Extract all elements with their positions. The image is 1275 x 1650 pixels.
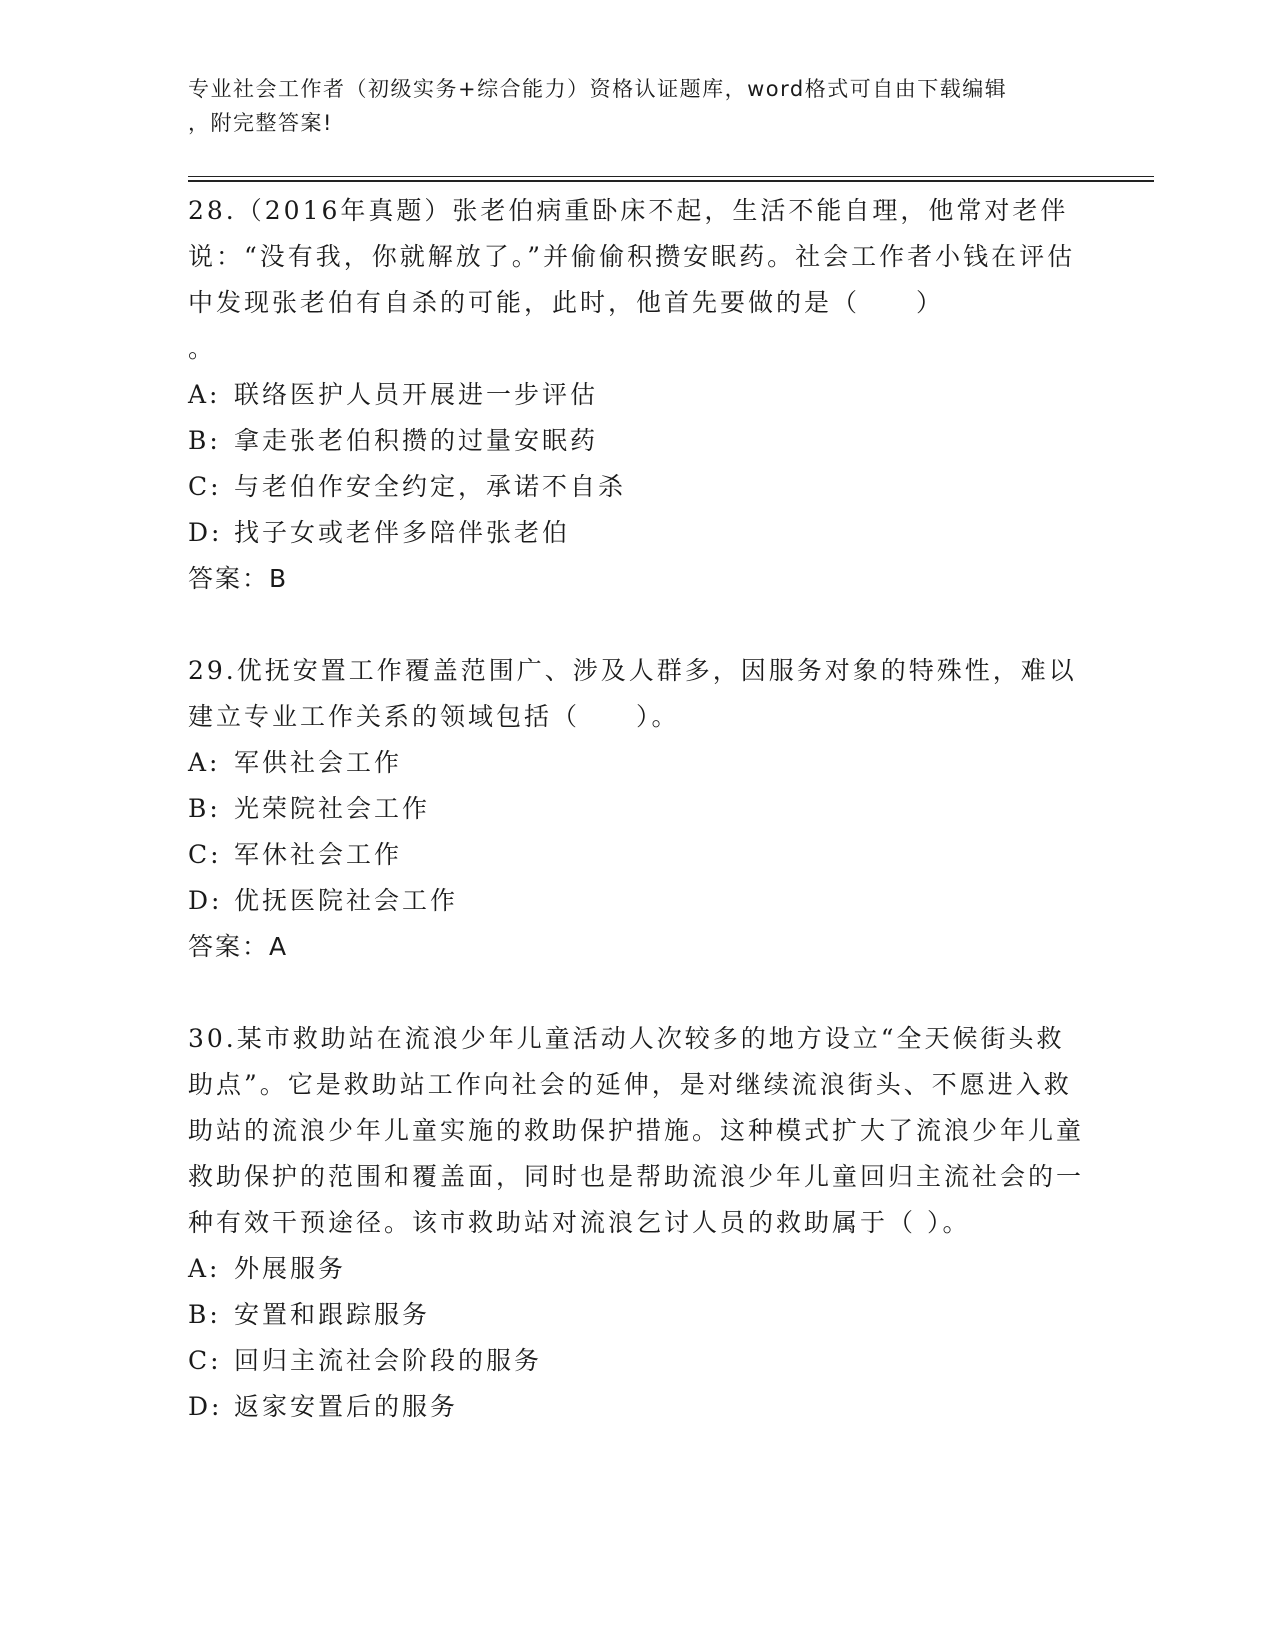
option-d <box>188 1384 1088 1430</box>
question-28 <box>188 188 1088 602</box>
option-text: 联络医护人员开展进一步评估 <box>234 380 599 409</box>
document-header <box>188 72 1088 140</box>
option-text: 拿走张老伯积攒的过量安眠药 <box>234 426 599 455</box>
option-letter: A: <box>188 748 221 777</box>
question-text <box>188 648 1088 740</box>
option-letter: A: <box>188 1254 221 1283</box>
option-text: 优抚医院社会工作 <box>234 886 459 915</box>
question-spacer <box>188 970 1088 1016</box>
option-text: 安置和跟踪服务 <box>234 1300 431 1329</box>
option-text: 找子女或老伴多陪伴张老伯 <box>234 518 571 547</box>
question-29 <box>188 648 1088 970</box>
option-b <box>188 1292 1088 1338</box>
question-spacer <box>188 602 1088 648</box>
option-letter: C: <box>188 472 222 501</box>
option-text: 光荣院社会工作 <box>234 794 431 823</box>
option-c <box>188 832 1088 878</box>
answer-text: 答案：B <box>188 564 289 593</box>
option-letter: D: <box>188 886 223 915</box>
option-text: 回归主流社会阶段的服务 <box>234 1346 543 1375</box>
option-letter: B: <box>188 426 221 455</box>
option-c <box>188 1338 1088 1384</box>
option-text: 外展服务 <box>234 1254 347 1283</box>
option-letter: A: <box>188 380 221 409</box>
answer-text: 答案：A <box>188 932 289 961</box>
question-text <box>188 188 1088 372</box>
option-letter: B: <box>188 1300 221 1329</box>
question-stem: 29.优抚安置工作覆盖范围广、涉及人群多，因服务对象的特殊性，难以建立专业工作关系的领域包括（ ）。 <box>188 656 1077 731</box>
option-c <box>188 464 1088 510</box>
option-a <box>188 372 1088 418</box>
option-letter: B: <box>188 794 221 823</box>
option-b <box>188 786 1088 832</box>
question-stem: 28.（2016年真题）张老伯病重卧床不起，生活不能自理，他常对老伴说：“没有我，你就解放了。”并偷偷积攒安眠药。社会工作者小钱在评估中发现张老伯有自杀的可能，此时，他首先要做的是（ ） <box>188 196 1076 317</box>
option-text: 返家安置后的服务 <box>234 1392 459 1421</box>
option-a <box>188 1246 1088 1292</box>
option-text: 军供社会工作 <box>234 748 403 777</box>
option-letter: C: <box>188 1346 222 1375</box>
question-stem-tail: 。 <box>188 334 217 363</box>
header-divider-thin <box>188 176 1154 177</box>
header-divider-thick <box>188 180 1154 182</box>
option-d <box>188 878 1088 924</box>
question-stem: 30.某市救助站在流浪少年儿童活动人次较多的地方设立“全天候街头救助点”。它是救助站工作向社会的延伸，是对继续流浪街头、不愿进入救助站的流浪少年儿童实施的救助保护措施。这种模式扩大了流浪少年儿童救助保护的范围和覆盖面，同时也是帮助流浪少年儿童回归主流社会的一种有效干预途径。该市救助站对流浪乞讨人员的救助属于（ ）。 <box>188 1024 1085 1237</box>
header-line-2: ，附完整答案! <box>188 111 333 135</box>
question-30 <box>188 1016 1088 1430</box>
option-b <box>188 418 1088 464</box>
question-text <box>188 1016 1088 1246</box>
option-text: 军休社会工作 <box>234 840 403 869</box>
option-text: 与老伯作安全约定，承诺不自杀 <box>234 472 627 501</box>
question-list <box>188 188 1088 1430</box>
option-letter: D: <box>188 518 223 547</box>
option-letter: C: <box>188 840 222 869</box>
header-line-1: 专业社会工作者（初级实务+综合能力）资格认证题库，word格式可自由下载编辑 <box>188 77 1008 101</box>
option-d <box>188 510 1088 556</box>
option-letter: D: <box>188 1392 223 1421</box>
option-a <box>188 740 1088 786</box>
